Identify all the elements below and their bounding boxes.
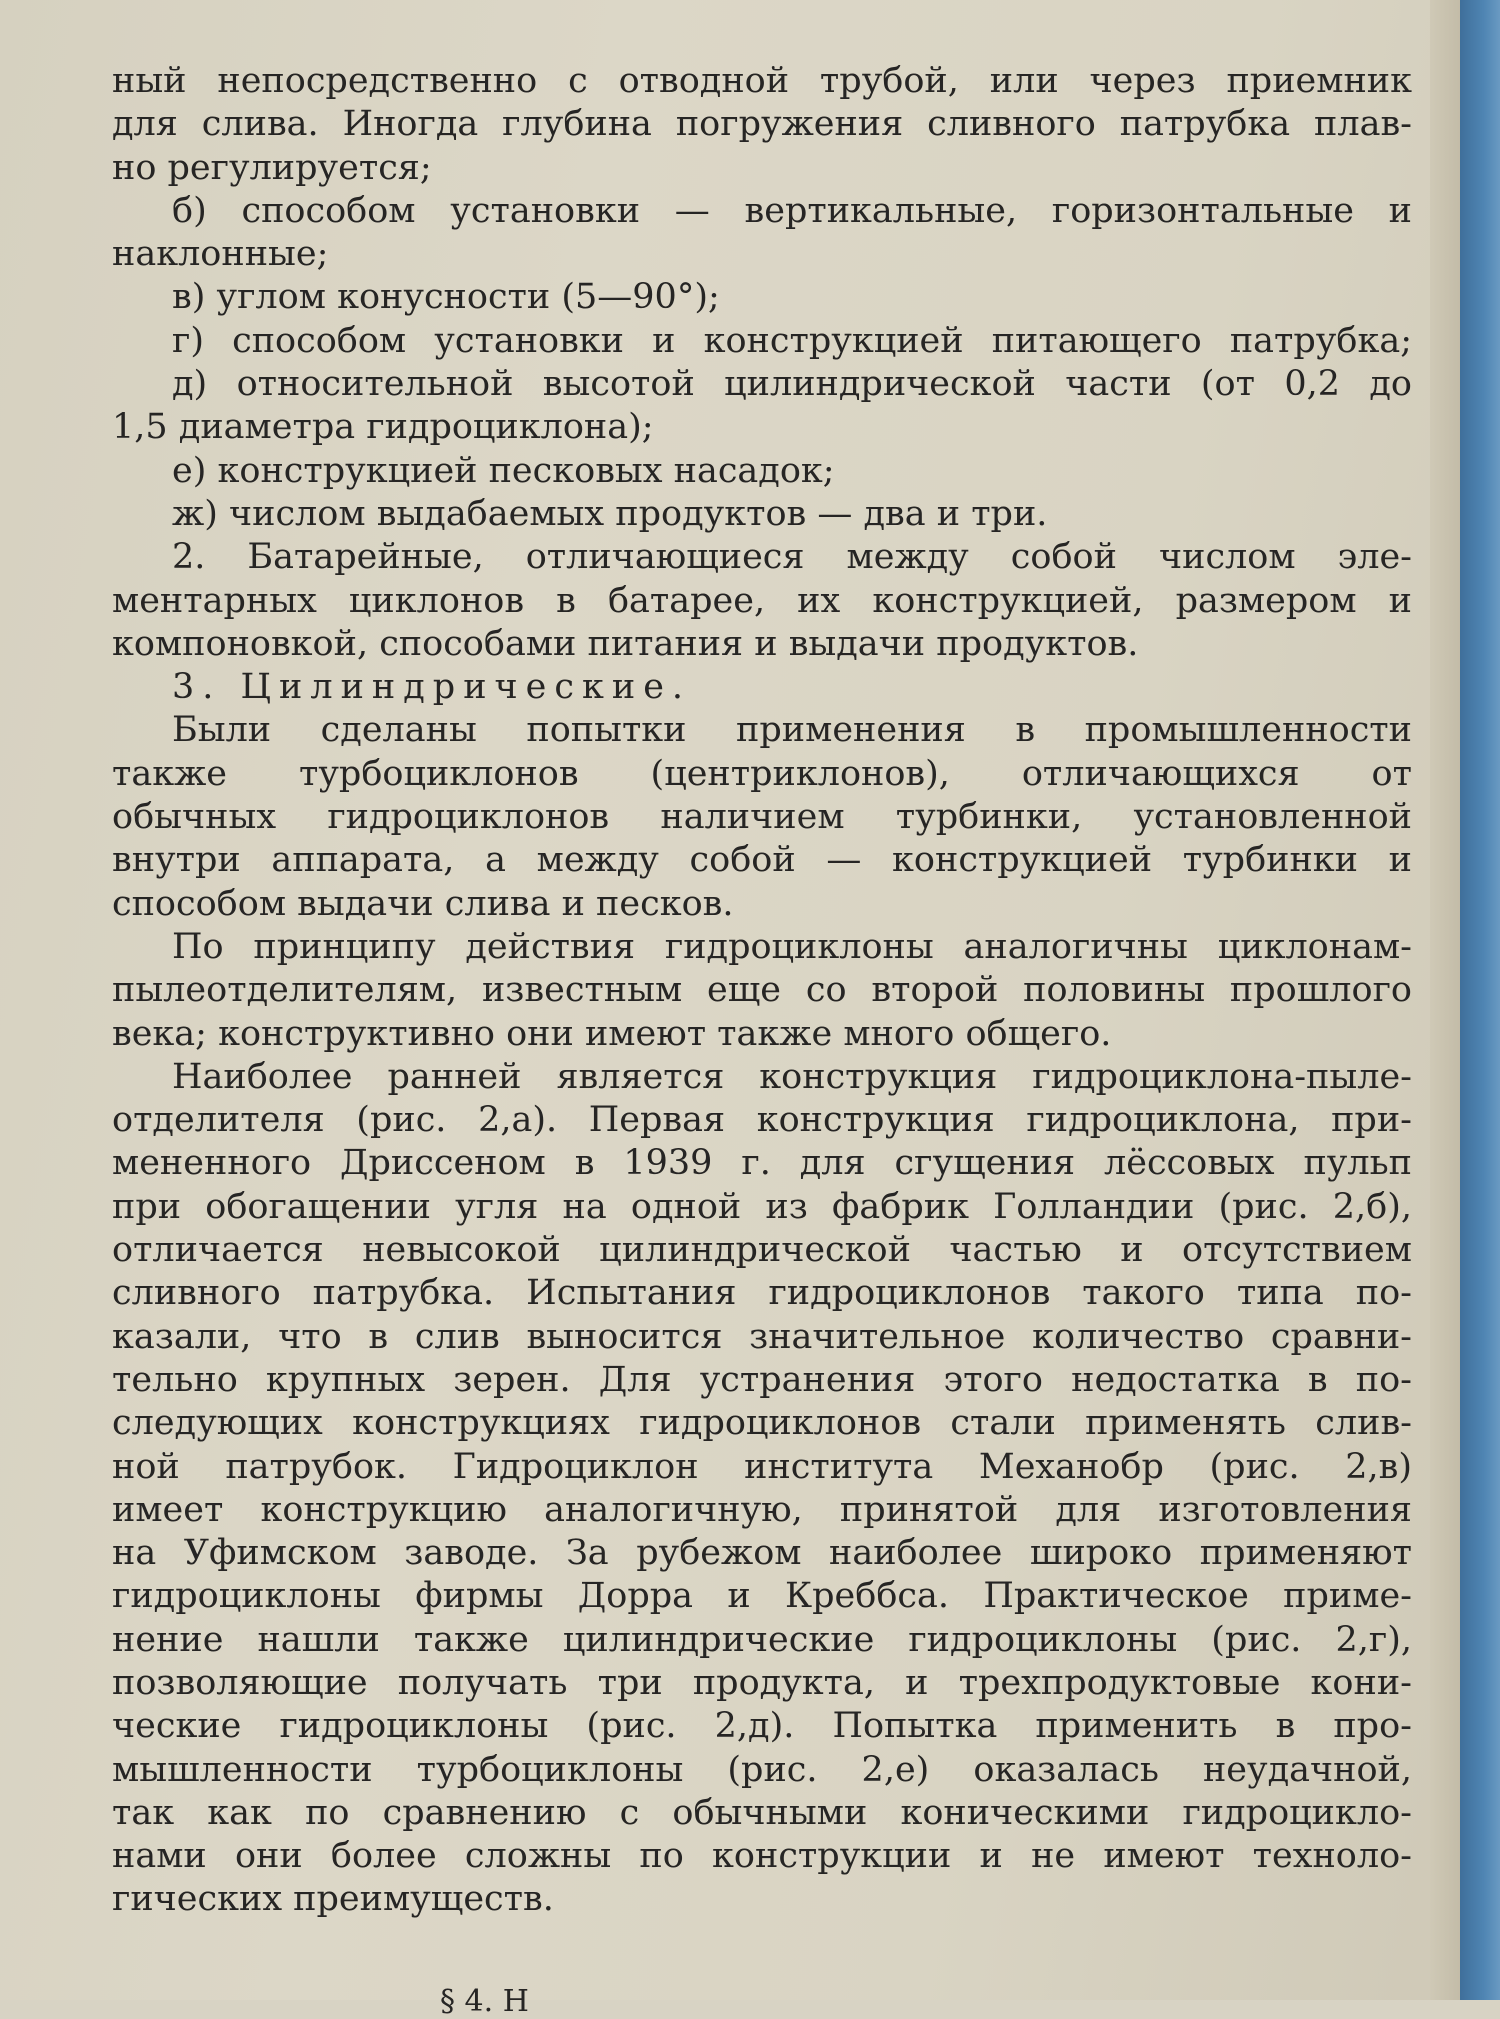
text-line: также турбоциклонов (центриклонов), отличающихся от bbox=[112, 753, 1412, 794]
text-line: для слива. Иногда глубина погружения сливного патрубка плав- bbox=[112, 104, 1412, 145]
next-section-heading-fragment: § 4. Н bbox=[440, 1984, 529, 2019]
text-line: мышленности турбоциклоны (рис. 2,е) оказалась неудачной, bbox=[112, 1749, 1412, 1790]
text-line: ной патрубок. Гидроциклон института Механобр (рис. 2,в) bbox=[112, 1446, 1412, 1487]
text-line: так как по сравнению с обычными коническими гидроцикло- bbox=[112, 1792, 1412, 1833]
book-cover-edge bbox=[1460, 0, 1500, 2000]
text-line: 1,5 диаметра гидроциклона); bbox=[112, 407, 654, 448]
text-line: имеет конструкцию аналогичную, принятой для изготовления bbox=[112, 1489, 1412, 1530]
text-line: компоновкой, способами питания и выдачи продуктов. bbox=[112, 623, 1139, 664]
text-line: позволяющие получать три продукта, и трехпродуктовые кони- bbox=[112, 1662, 1412, 1703]
page-edge-shadow bbox=[1430, 0, 1462, 2000]
text-line: века; конструктивно они имеют также много общего. bbox=[112, 1013, 1112, 1054]
text-line: д) относительной высотой цилиндрической части (от 0,2 до bbox=[172, 364, 1412, 405]
text-line: гидроциклоны фирмы Дорра и Креббса. Практическое приме- bbox=[112, 1576, 1412, 1617]
text-line: гических преимуществ. bbox=[112, 1879, 554, 1920]
text-line: следующих конструкциях гидроциклонов стали применять слив- bbox=[112, 1403, 1412, 1444]
page-body-text bbox=[112, 60, 1412, 1922]
text-line: ный непосредственно с отводной трубой, или через приемник bbox=[112, 61, 1412, 101]
text-line: 2. Батарейные, отличающиеся между собой числом эле- bbox=[172, 537, 1412, 578]
text-line: нами они более сложны по конструкции и не имеют техноло- bbox=[112, 1836, 1412, 1877]
text-line: пылеотделителям, известным еще со второй половины прошлого bbox=[112, 970, 1412, 1011]
text-line: ческие гидроциклоны (рис. 2,д). Попытка применить в про- bbox=[112, 1706, 1412, 1747]
text-line: ментарных циклонов в батарее, их конструкцией, размером и bbox=[112, 580, 1412, 621]
text-line: способом выдачи слива и песков. bbox=[112, 883, 734, 924]
text-line: Были сделаны попытки применения в промышленности bbox=[172, 710, 1412, 751]
text-line: обычных гидроциклонов наличием турбинки, установленной bbox=[112, 797, 1412, 838]
text-line: мененного Дриссеном в 1939 г. для сгущения лёссовых пульп bbox=[112, 1143, 1412, 1184]
text-line: но регулируется; bbox=[112, 147, 432, 188]
text-line: отличается невысокой цилиндрической частью и отсутствием bbox=[112, 1230, 1412, 1271]
text-line: е) конструкцией песковых насадок; bbox=[172, 450, 835, 491]
text-line: при обогащении угля на одной из фабрик Голландии (рис. 2,б), bbox=[112, 1186, 1412, 1227]
text-line: в) углом конусности (5—90°); bbox=[172, 277, 720, 318]
text-line: По принципу действия гидроциклоны аналогичны циклонам- bbox=[172, 926, 1412, 967]
text-line: г) способом установки и конструкцией питающего патрубка; bbox=[172, 320, 1412, 361]
text-line: внутри аппарата, а между собой — конструкцией турбинки и bbox=[112, 840, 1412, 881]
text-line: сливного патрубка. Испытания гидроциклонов такого типа по- bbox=[112, 1273, 1412, 1314]
text-line: нение нашли также цилиндрические гидроциклоны (рис. 2,г), bbox=[112, 1619, 1412, 1660]
text-line: тельно крупных зерен. Для устранения этого недостатка в по- bbox=[112, 1359, 1412, 1400]
text-line: 3. Цилиндрические. bbox=[172, 667, 692, 708]
text-line: отделителя (рис. 2,а). Первая конструкция гидроциклона, при- bbox=[112, 1100, 1412, 1141]
text-line: на Уфимском заводе. За рубежом наиболее широко применяют bbox=[112, 1533, 1412, 1574]
text-line: Наиболее ранней является конструкция гидроциклона-пыле- bbox=[172, 1056, 1412, 1097]
text-line: б) способом установки — вертикальные, горизонтальные и bbox=[172, 190, 1412, 231]
text-line: ж) числом выдабаемых продуктов — два и три. bbox=[172, 493, 1048, 534]
text-line: наклонные; bbox=[112, 234, 329, 275]
text-line: казали, что в слив выносится значительное количество сравни- bbox=[112, 1316, 1412, 1357]
